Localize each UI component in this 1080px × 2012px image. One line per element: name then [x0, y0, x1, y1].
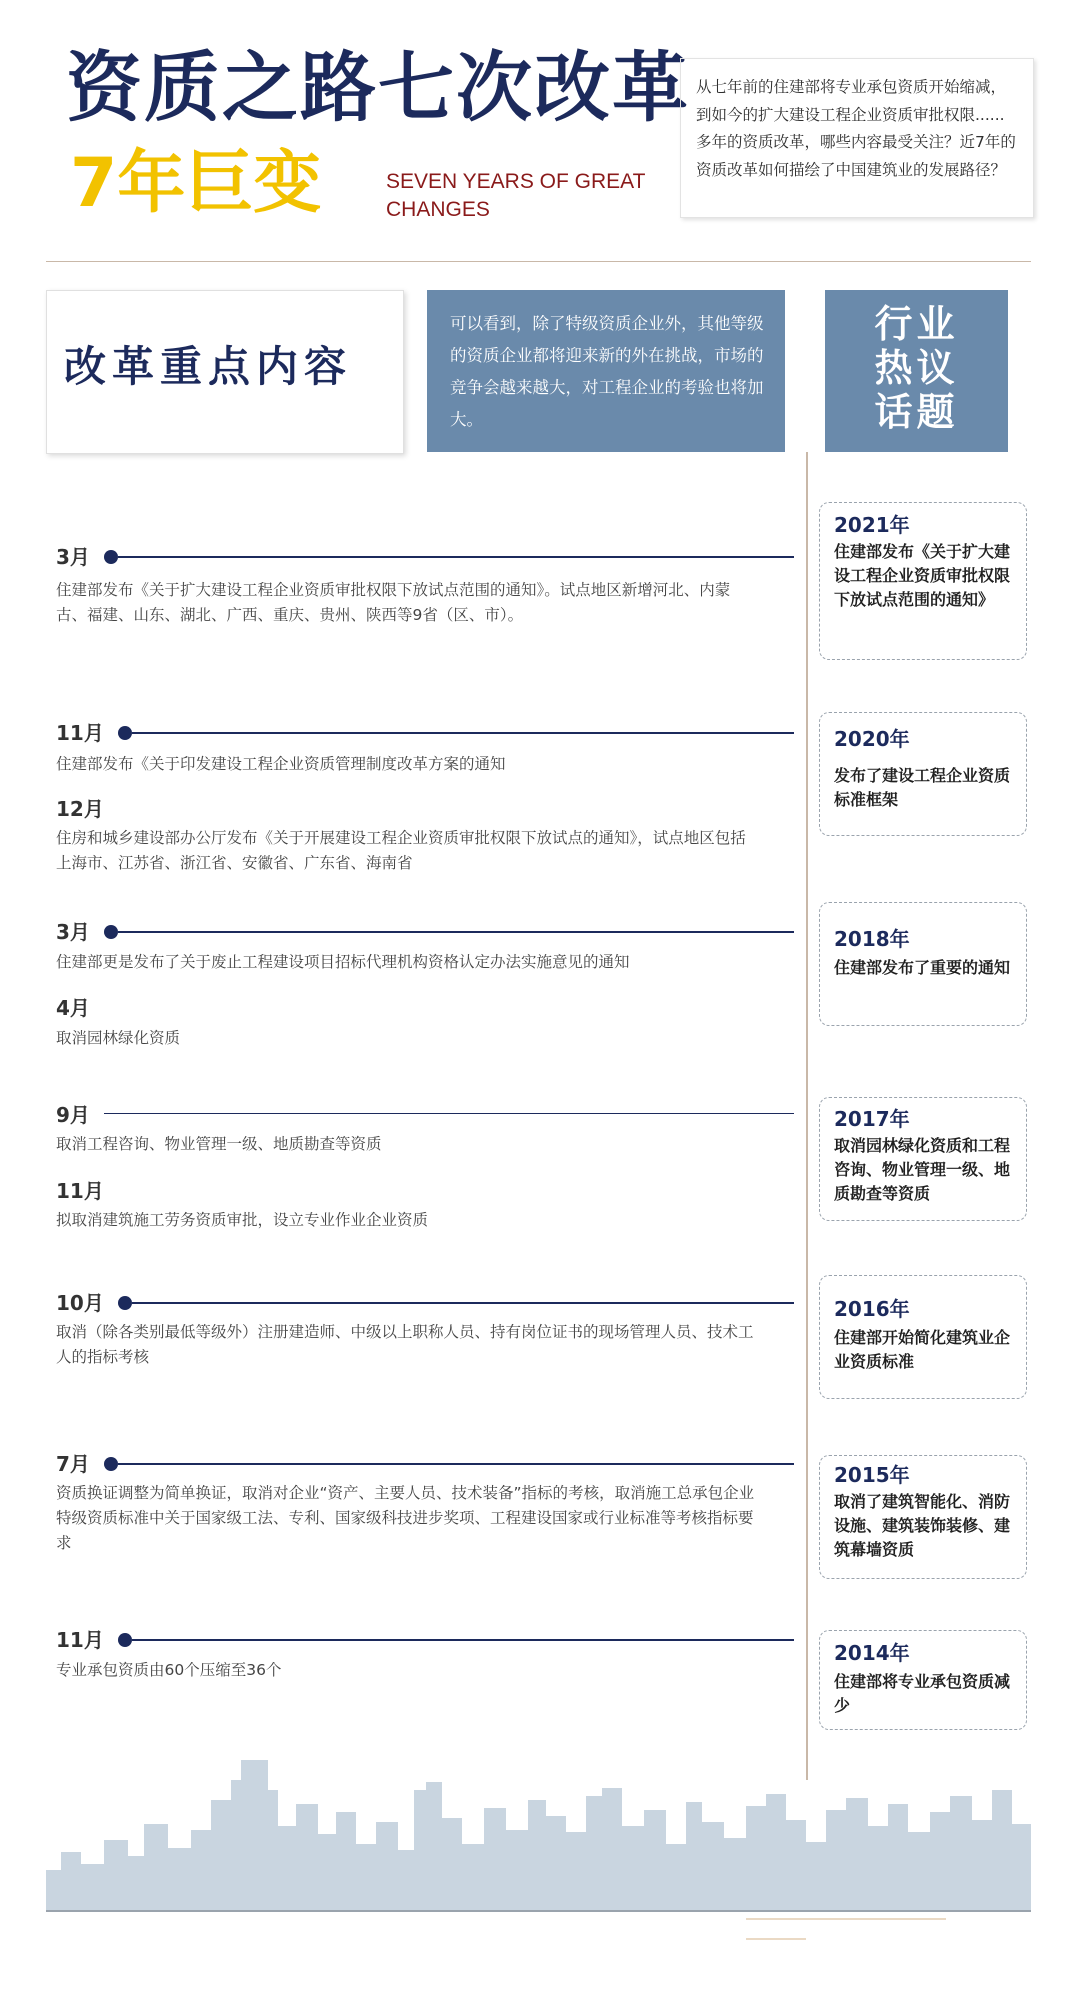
timeline-month: 3月 [56, 545, 90, 569]
card-year: 2021年 [834, 513, 910, 537]
sub-title: 7年巨变 [70, 144, 322, 223]
english-title: SEVEN YEARS OF GREAT CHANGES [386, 170, 646, 221]
timeline-line [104, 1113, 794, 1114]
timeline-dot [118, 726, 132, 740]
timeline-text: 取消工程咨询、物业管理一级、地质勘查等资质 [56, 1135, 382, 1153]
hot-topics-line-1: 行业 [874, 302, 959, 346]
intro-text: 从七年前的住建部将专业承包资质开始缩减，到如今的扩大建设工程企业资质审批权限......多年的资质改革，哪些内容最受关注？近7年的资质改革如何描绘了中国建筑业的发展路径？ [696, 78, 1016, 179]
timeline-text: 拟取消建筑施工劳务资质审批，设立专业作业企业资质 [56, 1211, 429, 1229]
header-divider [46, 261, 1031, 262]
card-text: 住建部发布《关于扩大建设工程企业资质审批权限下放试点范围的通知》 [834, 542, 1011, 609]
hot-topics-title [825, 302, 1008, 434]
card-text: 取消了建筑智能化、消防设施、建筑装饰装修、建筑幕墙资质 [834, 1492, 1011, 1559]
vertical-divider [806, 452, 808, 1780]
card-text: 住建部将专业承包资质减少 [834, 1672, 1011, 1715]
timeline-month: 3月 [56, 920, 90, 944]
timeline-dot [104, 925, 118, 939]
bottom-line [46, 1910, 1031, 1912]
skyline-shape [46, 1760, 1031, 1910]
timeline-line [118, 931, 794, 933]
summary-text: 可以看到，除了特级资质企业外，其他等级的资质企业都将迎来新的外在挑战，市场的竞争会越来越大，对工程企业的考验也将加大。 [450, 314, 764, 429]
timeline-month: 4月 [56, 996, 90, 1020]
timeline-text: 资质换证调整为简单换证，取消对企业“资产、主要人员、技术装备”指标的考核，取消施工总承包企业特级资质标准中关于国家级工法、专利、国家级科技进步奖项、工程建设国家或行业标准等考核指标要求 [56, 1484, 755, 1552]
timeline-month: 12月 [56, 797, 104, 821]
key-content-title: 改革重点内容 [64, 342, 353, 391]
timeline-line [118, 1463, 794, 1465]
timeline-dot [104, 1457, 118, 1471]
card-text: 取消园林绿化资质和工程咨询、物业管理一级、地质勘查等资质 [834, 1136, 1011, 1203]
city-skyline-illustration [46, 1760, 1031, 1910]
timeline-month: 11月 [56, 1179, 104, 1203]
timeline-month: 9月 [56, 1103, 90, 1127]
card-text: 发布了建设工程企业资质标准框架 [834, 766, 1011, 809]
card-text: 住建部发布了重要的通知 [834, 958, 1011, 977]
main-title: 资质之路七次改革 [66, 43, 690, 132]
timeline-line [132, 1302, 794, 1304]
card-year: 2016年 [834, 1297, 910, 1321]
card-year: 2020年 [834, 727, 910, 751]
hot-topics-line-2: 热议 [874, 346, 959, 390]
timeline-text: 取消园林绿化资质 [56, 1029, 181, 1047]
card-year: 2017年 [834, 1107, 910, 1131]
timeline-dot [118, 1633, 132, 1647]
timeline-dot [104, 550, 118, 564]
decorative-line [746, 1918, 946, 1920]
timeline-text: 住建部发布《关于印发建设工程企业资质管理制度改革方案的通知 [56, 755, 506, 773]
timeline-month: 11月 [56, 1628, 104, 1652]
timeline-text: 住建部更是发布了关于废止工程建设项目招标代理机构资格认定办法实施意见的通知 [56, 953, 630, 971]
card-text: 住建部开始简化建筑业企业资质标准 [834, 1328, 1011, 1371]
timeline-month: 11月 [56, 721, 104, 745]
timeline-dot [118, 1296, 132, 1310]
timeline-month: 10月 [56, 1291, 104, 1315]
timeline-line [132, 1639, 794, 1641]
card-year: 2014年 [834, 1641, 910, 1665]
card-year: 2018年 [834, 927, 910, 951]
decorative-line [746, 1938, 806, 1940]
timeline-month: 7月 [56, 1452, 90, 1476]
timeline-text: 专业承包资质由60个压缩至36个 [56, 1661, 282, 1679]
timeline-line [118, 556, 794, 558]
hot-topics-line-3: 话题 [874, 390, 959, 434]
card-year: 2015年 [834, 1463, 910, 1487]
timeline-line [132, 732, 794, 734]
timeline-text: 取消（除各类别最低等级外）注册建造师、中级以上职称人员、持有岗位证书的现场管理人员、技术工人的指标考核 [56, 1323, 754, 1366]
timeline-text: 住房和城乡建设部办公厅发布《关于开展建设工程企业资质审批权限下放试点的通知》，试点地区包括上海市、江苏省、浙江省、安徽省、广东省、海南省 [56, 829, 746, 872]
timeline-text: 住建部发布《关于扩大建设工程企业资质审批权限下放试点范围的通知》。试点地区新增河北、内蒙古、福建、山东、湖北、广西、重庆、贵州、陕西等9省（区、市）。 [56, 581, 731, 624]
